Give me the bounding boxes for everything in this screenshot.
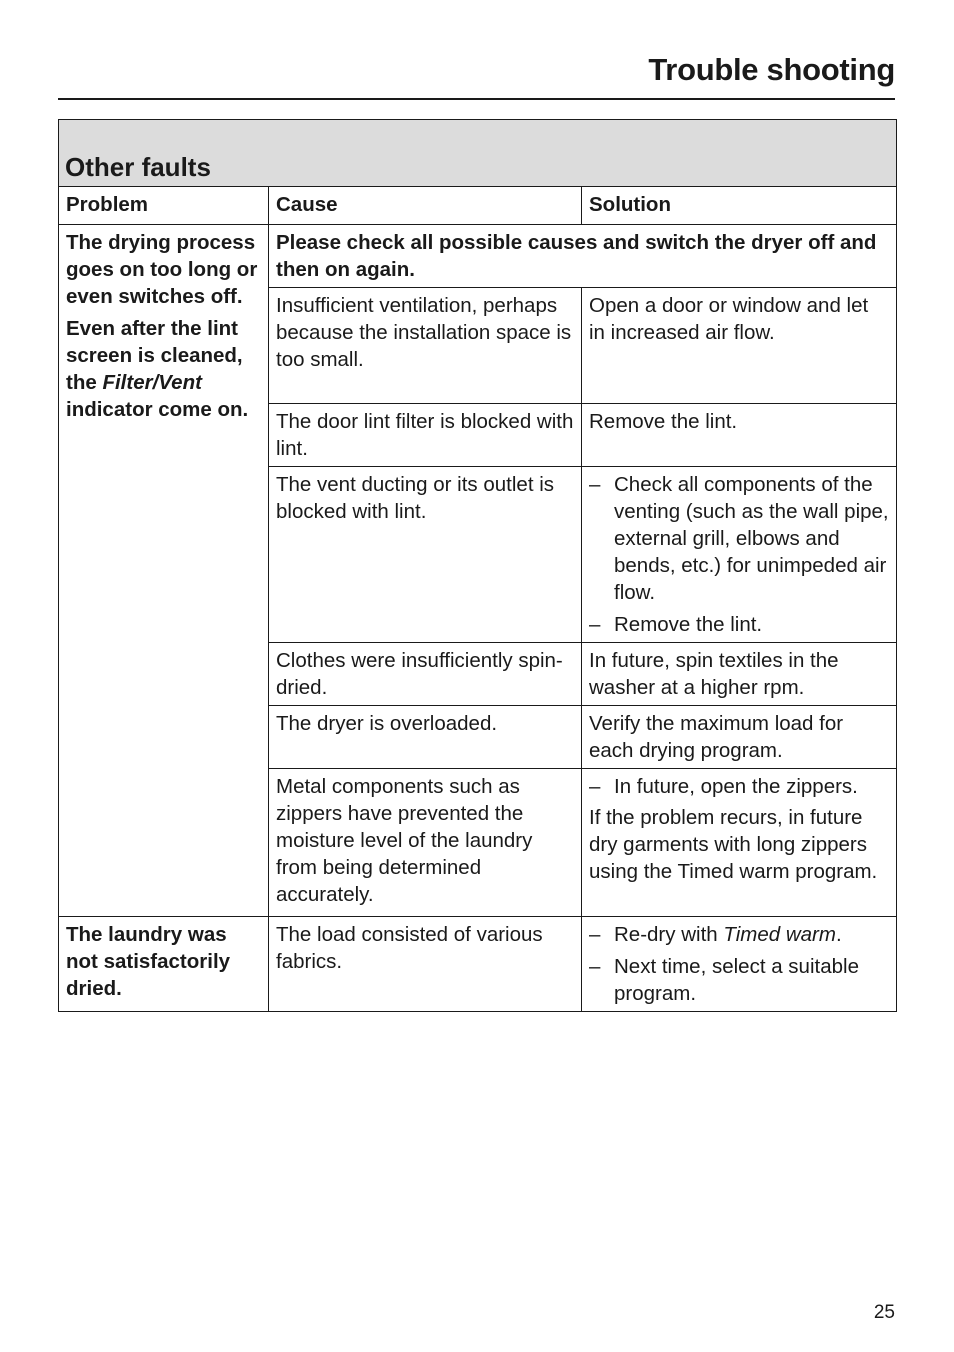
solution-cell: Verify the maximum load for each drying program.: [582, 706, 897, 769]
section-title: Other faults: [65, 152, 211, 182]
solution-cell: Remove the lint.: [582, 404, 897, 467]
filter-vent-indicator-label: Filter/Vent: [102, 371, 202, 394]
solution-cell: [582, 769, 897, 917]
table-row: [59, 225, 897, 288]
section-header-row: [59, 120, 897, 187]
list-item: [589, 921, 889, 948]
solution-list: [589, 921, 889, 1007]
cause-cell: Metal components such as zippers have prevented the moisture level of the laundry from being determined accurately.: [269, 769, 582, 917]
page-header: [58, 48, 895, 100]
column-header-row: [59, 187, 897, 225]
problem-text-part: Even after the lint screen is cleaned, the: [66, 317, 243, 394]
solution-cell: Open a door or window and let in increased air flow.: [582, 288, 897, 404]
column-header-problem: Problem: [59, 187, 269, 225]
list-item: – Check all components of the venting (such as the wall pipe, external grill, elbows and bends, etc.) for unimpeded air flow.: [589, 471, 889, 606]
solution-text-part: .: [835, 923, 842, 946]
section-header-cell: [59, 120, 897, 187]
problem-text-part: indicator come on.: [66, 398, 249, 421]
solution-list: [589, 471, 889, 638]
list-item: – Next time, select a suitable program.: [589, 953, 889, 1007]
solution-note: If the problem recurs, in future dry garments with long zippers using the Timed warm program.: [589, 806, 878, 883]
cause-cell: Clothes were insufficiently spin-dried.: [269, 643, 582, 706]
page-title: Trouble shooting: [648, 52, 895, 87]
column-header-cause: Cause: [269, 187, 582, 225]
solution-text-part: Re-dry with: [614, 923, 724, 946]
problem-line: [66, 315, 261, 423]
cause-cell: The dryer is overloaded.: [269, 706, 582, 769]
cause-cell: The vent ducting or its outlet is blocked with lint.: [269, 467, 582, 643]
faults-table: [58, 119, 897, 1012]
solution-cell: In future, spin textiles in the washer at a higher rpm.: [582, 643, 897, 706]
table-row: [59, 917, 897, 1012]
cause-cell: The load consisted of various fabrics.: [269, 917, 582, 1012]
problem-cell: The laundry was not satisfactorily dried.: [59, 917, 269, 1012]
problem-line: The drying process goes on too long or even switches off.: [66, 231, 258, 308]
list-item: – Remove the lint.: [589, 611, 889, 638]
cause-cell: The door lint filter is blocked with lint.: [269, 404, 582, 467]
solution-list: [589, 773, 889, 800]
column-header-solution: Solution: [582, 187, 897, 225]
timed-warm-program-label: Timed warm: [723, 923, 836, 946]
cause-cell: Insufficient ventilation, perhaps because the installation space is too small.: [269, 288, 582, 404]
solution-cell: [582, 917, 897, 1012]
problem-cell: [59, 225, 269, 917]
list-item: – In future, open the zippers.: [589, 773, 889, 800]
page-number: 25: [873, 1302, 895, 1323]
general-note-cell: Please check all possible causes and switch the dryer off and then on again.: [269, 225, 897, 288]
problem-text: [66, 229, 261, 423]
solution-cell: [582, 467, 897, 643]
